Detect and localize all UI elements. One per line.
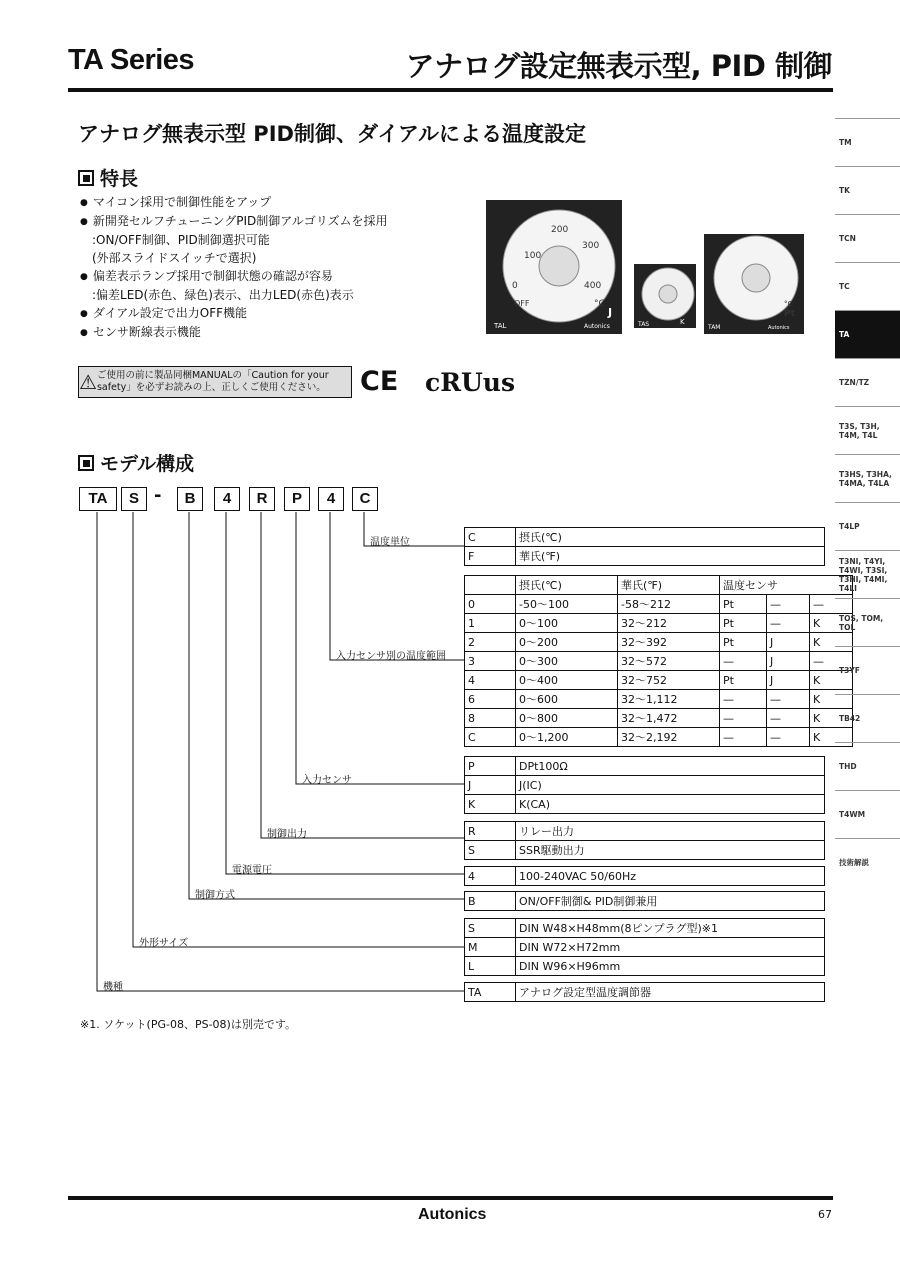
label-power: 電源電圧: [232, 865, 272, 876]
index-tab-thd[interactable]: THD: [835, 742, 900, 790]
label-method: 制御方式: [195, 890, 235, 901]
code-cell: S: [465, 841, 516, 860]
range-cell: -58～212: [618, 595, 720, 614]
large-model: TAL: [494, 322, 507, 330]
code-box-type: TA: [79, 487, 117, 511]
range-cell: 32～1,112: [618, 690, 720, 709]
large-sensor: J: [608, 306, 613, 319]
index-tab-t4lp[interactable]: T4LP: [835, 502, 900, 550]
sensor-cell: —: [767, 614, 810, 633]
medium-brand: Autonics: [768, 325, 790, 331]
medium-dial-knob: [742, 264, 770, 292]
header-cell: 華氏(℉): [618, 576, 720, 595]
code-cell: 4: [465, 867, 516, 886]
code-box-output: R: [249, 487, 275, 511]
desc-cell: ON/OFF制御& PID制御兼用: [516, 892, 825, 911]
ce-mark: CE: [360, 366, 399, 397]
code-cell: L: [465, 957, 516, 976]
cul-us-mark: cRUus: [425, 368, 516, 397]
code-cell: 3: [465, 652, 516, 671]
dial-tick-400: 400: [584, 281, 602, 291]
method-table: [464, 891, 825, 911]
index-tab-tk[interactable]: TK: [835, 166, 900, 214]
code-box-power: 4: [214, 487, 240, 511]
feature-item: ● センサ断線表示機能: [80, 323, 460, 342]
sensor-cell: J: [767, 671, 810, 690]
product-photo: [484, 198, 812, 340]
index-tab-t3hs[interactable]: T3HS, T3HA, T4MA, T4LA: [835, 454, 900, 502]
feature-item: :ON/OFF制御、PID制御選択可能: [92, 233, 270, 247]
code-box-range: 4: [318, 487, 344, 511]
caution-notice: [78, 366, 352, 398]
code-cell: C: [465, 528, 516, 547]
sensor-cell: K: [810, 633, 853, 652]
index-tab-tb42[interactable]: TB42: [835, 694, 900, 742]
medium-sensor: Pt: [784, 309, 795, 319]
feature-item: :偏差LED(赤色、緑色)表示、出力LED(赤色)表示: [92, 288, 354, 302]
label-unit: 温度単位: [370, 537, 410, 548]
sensor-cell: K: [810, 690, 853, 709]
code-cell: P: [465, 757, 516, 776]
desc-cell: リレー出力: [516, 822, 825, 841]
large-unit: °C: [594, 299, 605, 309]
code-cell: B: [465, 892, 516, 911]
code-cell: 6: [465, 690, 516, 709]
dial-tick-200: 200: [551, 225, 569, 235]
index-tab-tm[interactable]: TM: [835, 118, 900, 166]
table-row: [465, 595, 853, 614]
range-table: [464, 575, 853, 747]
desc-cell: DPt100Ω: [516, 757, 825, 776]
table-row: [465, 528, 825, 547]
desc-cell: SSR駆動出力: [516, 841, 825, 860]
desc-cell: 100-240VAC 50/60Hz: [516, 867, 825, 886]
header-cell: 温度センサ: [720, 576, 853, 595]
table-row: [465, 614, 853, 633]
desc-cell: アナログ設定型温度調節器: [516, 983, 825, 1002]
sensor-cell: K: [810, 709, 853, 728]
table-row: [465, 728, 853, 747]
sensor-table: [464, 756, 825, 814]
feature-item: ● 新開発セルフチューニングPID制御アルゴリズムを採用: [80, 212, 460, 231]
header-cell: 摂氏(℃): [516, 576, 618, 595]
sensor-cell: —: [767, 595, 810, 614]
output-table: [464, 821, 825, 860]
code-cell: R: [465, 822, 516, 841]
range-cell: -50～100: [516, 595, 618, 614]
desc-cell: DIN W96×H96mm: [516, 957, 825, 976]
sensor-cell: —: [767, 690, 810, 709]
range-cell: 32～2,192: [618, 728, 720, 747]
code-cell: TA: [465, 983, 516, 1002]
type-table: [464, 982, 825, 1002]
model-heading: モデル構成: [78, 449, 194, 476]
header-rule: [68, 88, 833, 92]
dial-tick-300: 300: [582, 241, 600, 251]
range-cell: 32～1,472: [618, 709, 720, 728]
footer-brand: Autonics: [418, 1206, 487, 1223]
table-row: [465, 633, 853, 652]
code-box-unit: C: [352, 487, 378, 511]
table-row: [465, 867, 825, 886]
features-heading: 特長: [78, 164, 138, 191]
table-row: [465, 776, 825, 795]
side-index-tabs: [835, 118, 900, 886]
sensor-cell: K: [810, 728, 853, 747]
table-row: [465, 709, 853, 728]
label-output: 制御出力: [267, 829, 307, 840]
label-sensor: 入力センサ: [302, 775, 352, 786]
small-model: TAS: [638, 321, 650, 328]
dial-tick-100: 100: [524, 251, 542, 261]
desc-cell: DIN W72×H72mm: [516, 938, 825, 957]
range-cell: 0～100: [516, 614, 618, 633]
feature-item: ● 偏差表示ランプ採用で制御状態の確認が容易: [80, 267, 460, 286]
caution-text: ご使用の前に製品同梱MANUALの「Caution for your safety」を必ずお読みの上、正しくご使用ください。: [96, 370, 329, 393]
sensor-cell: Pt: [720, 633, 767, 652]
table-header-row: [465, 576, 853, 595]
range-cell: 32～572: [618, 652, 720, 671]
code-cell: 1: [465, 614, 516, 633]
sensor-cell: Pt: [720, 595, 767, 614]
feature-item: (外部スライドスイッチで選択): [92, 251, 257, 265]
index-tab-t3ni[interactable]: T3NI, T4YI, T4WI, T3SI, T3HI, T4MI, T4LI: [835, 550, 900, 598]
code-box-method: B: [177, 487, 203, 511]
range-cell: 32～752: [618, 671, 720, 690]
sensor-cell: Pt: [720, 614, 767, 633]
footer-rule: [68, 1196, 833, 1200]
sensor-cell: K: [810, 671, 853, 690]
index-tab-tc[interactable]: TC: [835, 262, 900, 310]
desc-cell: DIN W48×H48mm(8ピンプラグ型)※1: [516, 919, 825, 938]
size-table: [464, 918, 825, 976]
sensor-cell: J: [767, 633, 810, 652]
desc-cell: 摂氏(℃): [516, 528, 825, 547]
subtitle: アナログ無表示型 PID制御、ダイアルによる温度設定: [78, 122, 587, 146]
table-row: [465, 757, 825, 776]
sensor-cell: —: [720, 709, 767, 728]
table-row: [465, 822, 825, 841]
table-row: [465, 983, 825, 1002]
table-row: [465, 795, 825, 814]
range-cell: 0～200: [516, 633, 618, 652]
footnote: ※1. ソケット(PG-08、PS-08)は別売です。: [80, 1018, 296, 1031]
index-tab-tcn[interactable]: TCN: [835, 214, 900, 262]
sensor-cell: —: [767, 709, 810, 728]
code-dash: -: [154, 485, 162, 506]
sensor-cell: K: [810, 614, 853, 633]
index-tab-t3yf[interactable]: T3YF: [835, 646, 900, 694]
page-number: 67: [818, 1208, 832, 1221]
code-cell: J: [465, 776, 516, 795]
warning-icon: ⚠: [79, 370, 97, 394]
range-cell: 0～600: [516, 690, 618, 709]
code-box-size: S: [121, 487, 147, 511]
desc-cell: K(CA): [516, 795, 825, 814]
code-cell: F: [465, 547, 516, 566]
label-size: 外形サイズ: [139, 938, 189, 949]
sensor-cell: —: [810, 652, 853, 671]
table-row: [465, 919, 825, 938]
range-cell: 32～212: [618, 614, 720, 633]
code-cell: 8: [465, 709, 516, 728]
index-tab-ta[interactable]: TA: [835, 310, 900, 358]
dial-off-label: OFF: [514, 299, 530, 308]
index-tab-t3s[interactable]: T3S, T3H, T4M, T4L: [835, 406, 900, 454]
label-type: 機種: [103, 982, 123, 993]
index-tab-tos[interactable]: TOS, TOM, TOL: [835, 598, 900, 646]
range-cell: 0～300: [516, 652, 618, 671]
feature-item: ● マイコン採用で制御性能をアップ: [80, 193, 460, 212]
index-tab-t4wm[interactable]: T4WM: [835, 790, 900, 838]
table-row: [465, 957, 825, 976]
sensor-cell: —: [720, 652, 767, 671]
table-row: [465, 547, 825, 566]
code-cell: K: [465, 795, 516, 814]
desc-cell: 華氏(℉): [516, 547, 825, 566]
medium-model: TAM: [708, 324, 721, 331]
code-box-sensor: P: [284, 487, 310, 511]
medium-unit: °C: [784, 300, 793, 308]
sensor-cell: —: [720, 728, 767, 747]
label-range: 入力センサ別の温度範囲: [336, 651, 446, 662]
range-cell: 0～1,200: [516, 728, 618, 747]
table-row: [465, 671, 853, 690]
range-cell: 32～392: [618, 633, 720, 652]
table-row: [465, 938, 825, 957]
large-dial-knob: [539, 246, 579, 286]
features-list: [80, 193, 460, 342]
range-cell: 0～400: [516, 671, 618, 690]
dial-tick-0: 0: [512, 281, 518, 291]
sensor-cell: J: [767, 652, 810, 671]
small-dial-knob: [659, 285, 677, 303]
desc-cell: J(IC): [516, 776, 825, 795]
power-table: [464, 866, 825, 886]
page-title: アナログ設定無表示型, PID 制御: [405, 49, 832, 83]
square-bullet-icon: [78, 455, 94, 471]
feature-item: ● ダイアル設定で出力OFF機能: [80, 304, 460, 323]
sensor-cell: —: [810, 595, 853, 614]
code-cell: C: [465, 728, 516, 747]
code-cell: M: [465, 938, 516, 957]
series-title: TA Series: [68, 44, 195, 76]
code-cell: 2: [465, 633, 516, 652]
index-tab-技術解説[interactable]: 技術解説: [835, 838, 900, 886]
sensor-cell: Pt: [720, 671, 767, 690]
table-row: [465, 841, 825, 860]
code-cell: S: [465, 919, 516, 938]
range-cell: 0～800: [516, 709, 618, 728]
small-sensor: K: [680, 318, 685, 326]
header-cell: [465, 576, 516, 595]
square-bullet-icon: [78, 170, 94, 186]
unit-table: [464, 527, 825, 566]
code-cell: 0: [465, 595, 516, 614]
code-cell: 4: [465, 671, 516, 690]
table-row: [465, 652, 853, 671]
table-row: [465, 892, 825, 911]
index-tab-tzn[interactable]: TZN/TZ: [835, 358, 900, 406]
sensor-cell: —: [720, 690, 767, 709]
sensor-cell: —: [767, 728, 810, 747]
large-brand: Autonics: [584, 323, 610, 330]
table-row: [465, 690, 853, 709]
